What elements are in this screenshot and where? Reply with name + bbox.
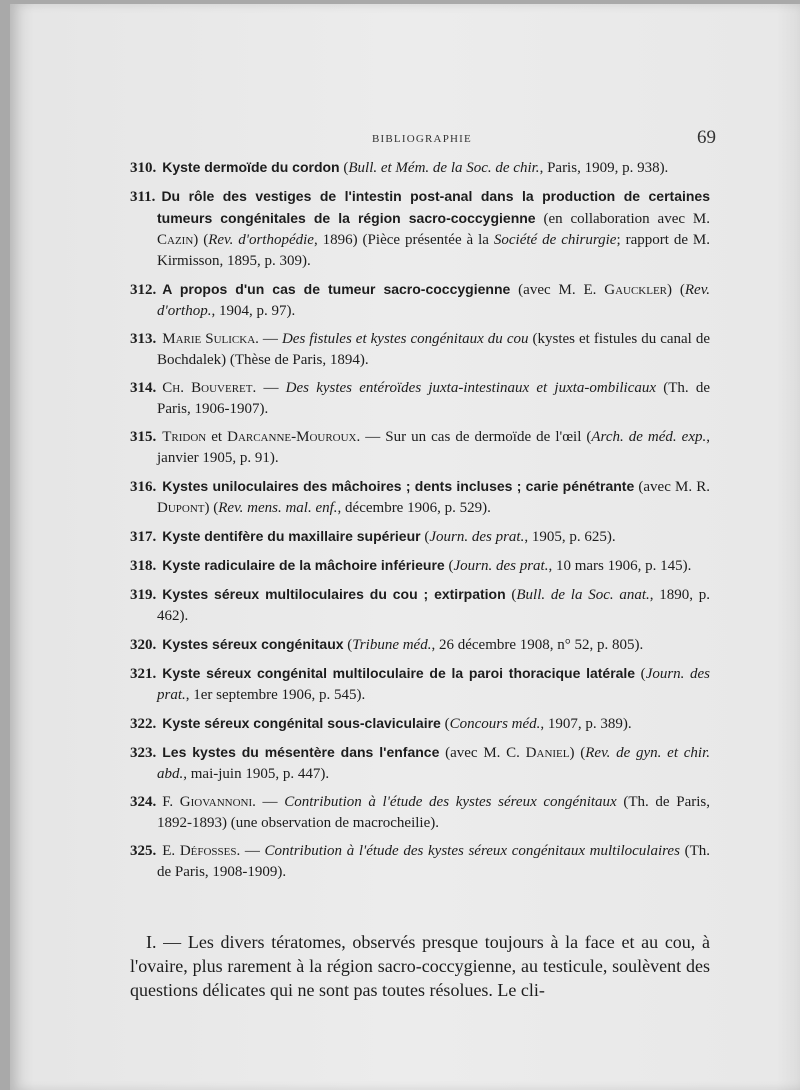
entry-text: (kystes et fistules du canal de Bochdalek) (Thèse de Paris, 1894). [157,331,711,368]
entry-text: , 1er septembre 1906, p. 545). [185,687,366,703]
entry-author: Dupont [157,500,205,516]
bibliography-entry [130,186,710,272]
entry-number: 322. [130,716,157,732]
body-paragraph: I. — Les divers tératomes, observés presque toujours à la face et au cou, à l'ovaire, plus rarement à la région sacro-coccygienne, au testicule, soulèvent des questions délicates qui ne sont pas toutes résolues. Le cli- [130,932,710,1000]
entry-source: Contribution à l'étude des kystes séreux congénitaux multiloculaires [264,843,680,859]
entry-source: Rev. mens. mal. enf. [218,500,338,516]
entry-text: , janvier 1905, p. 91). [157,429,710,466]
entry-author: Défosses [179,843,237,859]
entry-source: Des fistules et kystes congénitaux du cou [281,331,529,347]
entry-author: Marie Sulicka [162,331,256,347]
entry-number: 317. [130,529,157,545]
bibliography-list [130,157,710,890]
entry-title: Kystes uniloculaires des mâchoires ; dents incluses ; carie pénétrante [162,478,635,494]
entry-title: Les kystes du mésentère dans l'enfance [162,744,440,760]
entry-author: Cazin [157,232,194,248]
entry-number: 314. [130,380,157,396]
entry-text: ) ( [667,282,685,298]
entry-title: Du rôle des vestiges de l'intestin post-anal dans la production de certaines tumeurs congénitales de la région sacro-coccygienne [157,188,710,226]
entry-text: , 10 mars 1906, p. 145). [548,558,692,574]
entry-text: et [206,429,228,445]
entry-text: (en collaboration avec M. [535,211,711,227]
entry-text: ; rapport de M. Kirmisson, 1895, p. 309). [157,232,711,269]
entry-number: 311. [130,189,156,205]
entry-text: (Th. de Paris, 1908-1909). [157,843,710,880]
entry-number: 323. [130,745,157,761]
entry-text: , 26 décembre 1908, n° 52, p. 805). [431,637,644,653]
entry-text: (avec M. C. [439,745,526,761]
entry-text: . — [236,843,265,859]
entry-text: . — [255,331,282,347]
bibliography-entry [130,663,710,706]
entry-number: 315. [130,429,157,445]
entry-number: 324. [130,794,157,810]
entry-source: Bull. de la Soc. anat. [516,587,650,603]
bibliography-entry [130,329,710,371]
entry-text: E. [162,843,180,859]
entry-source: Bull. et Mém. de la Soc. de chir. [348,160,540,176]
entry-text: ) ( [193,232,209,248]
entry-author: Gauckler [604,282,668,298]
entry-text: ( [505,587,517,603]
bibliography-entry [130,713,710,735]
entry-text: ) ( [204,500,219,516]
entry-text: , 1905, p. 625). [524,529,616,545]
entry-text: , mai-juin 1905, p. 447). [183,766,330,782]
bibliography-entry [130,584,710,627]
entry-source: Tribune méd. [352,637,432,653]
entry-text: , décembre 1906, p. 529). [337,500,491,516]
running-head: BIBLIOGRAPHIE [372,133,472,145]
bibliography-entry [130,279,710,322]
entry-text: (Th. de Paris, 1906-1907). [157,380,711,417]
entry-title: Kyste dentifère du maxillaire supérieur [162,528,421,544]
entry-text: , 1904, p. 97). [211,303,296,319]
entry-author: Darcanne-Mouroux [227,429,357,445]
bibliography-entry [130,526,710,548]
entry-number: 319. [130,587,157,603]
bibliography-entry [130,742,710,785]
bibliography-entry [130,555,710,577]
entry-text: ( [635,666,646,682]
body-text [130,930,710,1002]
entry-text: ( [420,529,430,545]
entry-source: Journ. des prat. [453,558,549,574]
page-number: 69 [697,127,716,148]
entry-text: , Paris, 1909, p. 938). [539,160,669,176]
entry-author: Ch. Bouveret [162,380,253,396]
entry-text: ) ( [569,745,586,761]
entry-title: Kystes séreux multiloculaires du cou ; extirpation [162,586,506,602]
entry-author: Daniel [525,745,570,761]
entry-number: 325. [130,843,157,859]
bibliography-entry [130,157,710,179]
page-header [10,127,800,151]
entry-number: 321. [130,666,157,682]
entry-source: Journ. des prat. [429,529,525,545]
bibliography-entry [130,634,710,656]
entry-text: ( [339,160,349,176]
entry-text: , 1890, p. 462). [157,587,711,624]
entry-number: 316. [130,479,157,495]
entry-source: Société de chirurgie [493,232,617,248]
entry-text: . — [252,380,286,396]
entry-text: (avec M. E. [510,282,605,298]
entry-text: (Th. de Paris, 1892-1893) (une observation de macrocheilie). [157,794,710,831]
entry-number: 310. [130,160,157,176]
entry-source: Contribution à l'étude des kystes séreux congénitaux [284,794,617,810]
bibliography-entry [130,427,710,469]
entry-source: Concours méd. [449,716,541,732]
entry-title: Kyste séreux congénital multiloculaire de la paroi thoracique latérale [162,665,636,681]
bibliography-entry [130,792,710,834]
entry-text: , 1907, p. 389). [540,716,632,732]
entry-text: F. [162,794,180,810]
entry-title: Kyste dermoïde du cordon [162,159,340,175]
entry-title: Kyste séreux congénital sous-claviculaire [162,715,441,731]
entry-author: Giovannoni [179,794,253,810]
entry-title: A propos d'un cas de tumeur sacro-coccygienne [162,281,511,297]
entry-title: Kyste radiculaire de la mâchoire inférieure [162,557,445,573]
bibliography-entry [130,841,710,883]
entry-source: Journ. des prat. [157,666,711,703]
entry-text: , 1896) (Pièce présentée à la [313,232,494,248]
entry-source: Rev. d'orthopédie [208,232,314,248]
entry-text: . — Sur un cas de dermoïde de l'œil ( [356,429,592,445]
entry-source: Rev. de gyn. et chir. abd. [157,745,710,782]
entry-source: Arch. de méd. exp. [591,429,707,445]
entry-number: 313. [130,331,157,347]
entry-author: Tridon [162,429,207,445]
entry-number: 312. [130,282,157,298]
entry-text: ( [343,637,353,653]
entry-number: 318. [130,558,157,574]
entry-title: Kystes séreux congénitaux [162,636,344,652]
entry-source: Rev. d'orthop. [157,282,710,319]
entry-text: (avec M. R. [634,479,710,495]
entry-text: ( [444,558,454,574]
entry-text: ( [440,716,450,732]
entry-text: . — [252,794,285,810]
entry-source: Des kystes entéroïdes juxta-intestinaux et juxta-ombilicaux [285,380,657,396]
entry-number: 320. [130,637,157,653]
bibliography-entry [130,378,710,420]
bibliography-entry [130,476,710,519]
